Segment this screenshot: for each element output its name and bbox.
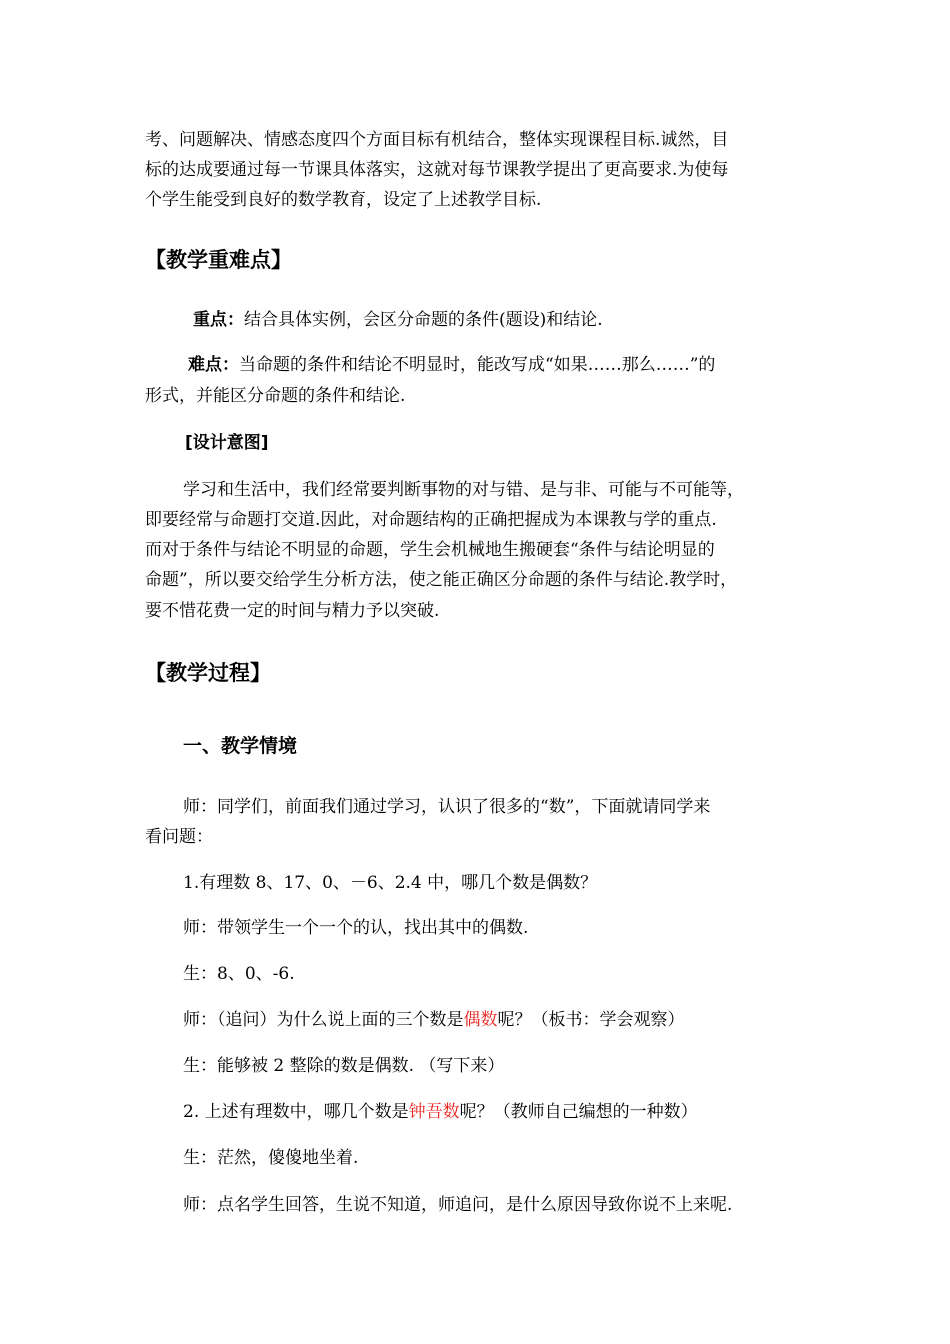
student-line-1: 生：8、0、-6.: [183, 964, 295, 984]
design-line-4: 命题”，所以要交给学生分析方法，使之能正确区分命题的条件与结论.教学时，: [145, 570, 738, 590]
highlight-zhongwu-number: 钟吾数: [408, 1102, 460, 1122]
teacher-line-2: [183, 1005, 810, 1035]
highlight-even-number: 偶数: [463, 1010, 498, 1030]
teacher-line-2-pre: 师：（追问）为什么说上面的三个数是: [183, 1010, 464, 1030]
teacher-intro-line-2: 看问题：: [145, 827, 213, 847]
difficulty-line-2: 形式，并能区分命题的条件和结论.: [145, 386, 406, 406]
teacher-line-2-post: 呢？（板书：学会观察）: [497, 1010, 685, 1030]
focus-label: 重点：: [193, 310, 244, 330]
difficulty-text: 当命题的条件和结论不明显时，能改写成“如果……那么……”的: [239, 355, 716, 375]
teacher-line-1: 师：带领学生一个一个的认，找出其中的偶数.: [183, 918, 529, 938]
heading-key-points: 【教学重难点】: [145, 248, 292, 272]
design-intent-label: [设计意图]: [185, 433, 269, 453]
student-line-3: 生：茫然，傻傻地坐着.: [183, 1148, 359, 1168]
teacher-line-3: 师：点名学生回答，生说不知道，师追问，是什么原因导致你说不上来呢.: [183, 1195, 733, 1215]
question-2-post: 呢？（教师自己编想的一种数）: [459, 1102, 698, 1122]
design-line-3: 而对于条件与结论不明显的命题，学生会机械地生搬硬套“条件与结论明显的: [145, 540, 715, 560]
design-line-2: 即要经常与命题打交道.因此，对命题结构的正确把握成为本课教与学的重点.: [145, 510, 717, 530]
difficulty-line-1: [188, 350, 810, 380]
intro-line-3: 个学生能受到良好的数学教育，设定了上述教学目标.: [145, 190, 542, 210]
intro-line-2: 标的达成要通过每一节课具体落实，这就对每节课教学提出了更高要求.为使每: [145, 160, 729, 180]
section1-title: 一、教学情境: [183, 735, 298, 757]
question-2-pre: 2. 上述有理数中，哪几个数是: [183, 1102, 409, 1122]
heading-process: 【教学过程】: [145, 661, 271, 685]
teacher-intro-line-1: 师：同学们，前面我们通过学习，认识了很多的“数”，下面就请同学来: [183, 797, 711, 817]
student-line-2: 生：能够被 2 整除的数是偶数. （写下来）: [183, 1056, 505, 1076]
focus-text: 结合具体实例，会区分命题的条件(题设)和结论.: [244, 310, 603, 330]
intro-line-1: 考、问题解决、情感态度四个方面目标有机结合，整体实现课程目标.诚然，目: [145, 130, 729, 150]
question-1: 1.有理数 8、17、0、－6、2.4 中，哪几个数是偶数？: [183, 873, 598, 893]
design-line-1: 学习和生活中，我们经常要判断事物的对与错、是与非、可能与不可能等，: [183, 480, 744, 500]
focus-paragraph: [193, 305, 810, 335]
design-line-5: 要不惜花费一定的时间与精力予以突破.: [145, 601, 440, 621]
question-2: [183, 1097, 810, 1127]
difficulty-label: 难点：: [188, 355, 239, 375]
